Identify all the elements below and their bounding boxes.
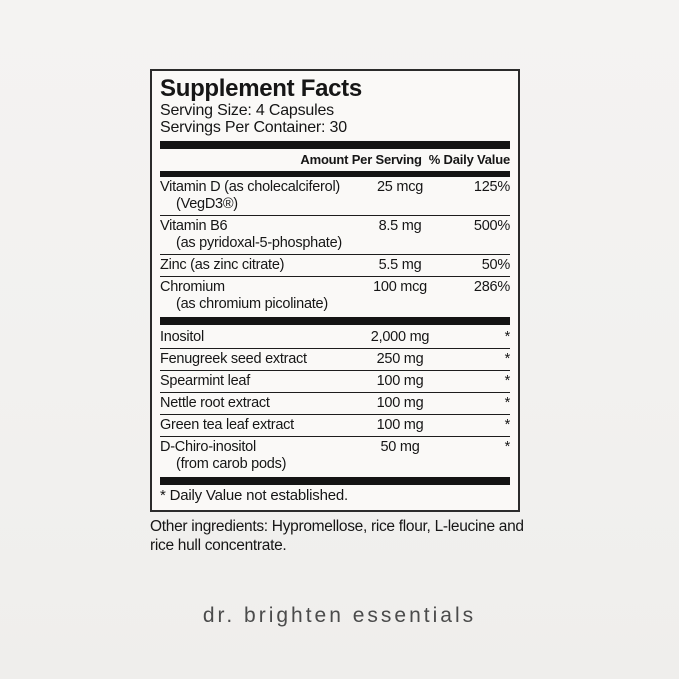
- ingredient-daily-value: *: [504, 439, 510, 455]
- ingredient-name: Chromium: [160, 279, 225, 295]
- ingredient-daily-value: *: [504, 373, 510, 389]
- ingredient-form: (VegD3®): [176, 196, 238, 212]
- ingredient-daily-value: 286%: [473, 279, 510, 295]
- ingredient-name: Spearmint leaf: [160, 373, 250, 389]
- ingredient-daily-value: 50%: [481, 257, 510, 273]
- ingredient-row: [160, 254, 510, 276]
- ingredient-row: [160, 215, 510, 254]
- ingredient-name: Vitamin B6: [160, 218, 228, 234]
- ingredient-name: Fenugreek seed extract: [160, 351, 307, 367]
- divider-thick-middle: [160, 317, 510, 325]
- servings-per-container: Servings Per Container: 30: [160, 119, 347, 136]
- ingredient-daily-value: *: [504, 329, 510, 345]
- daily-value-footnote: * Daily Value not established.: [160, 487, 349, 504]
- ingredient-amount: 100 mcg: [373, 279, 427, 295]
- ingredient-daily-value: *: [504, 417, 510, 433]
- ingredient-name: Vitamin D (as cholecalciferol): [160, 179, 340, 195]
- ingredient-name: Inositol: [160, 329, 204, 345]
- ingredient-daily-value: 125%: [473, 179, 510, 195]
- ingredient-amount: 100 mg: [376, 417, 424, 433]
- daily-value-column-header: % Daily Value: [428, 152, 510, 167]
- brand-logo-text: dr. brighten essentials: [202, 604, 477, 627]
- ingredient-amount: 100 mg: [376, 395, 424, 411]
- ingredient-name: D-Chiro-inositol: [160, 439, 256, 455]
- ingredient-row: [160, 414, 510, 436]
- panel-title: Supplement Facts: [160, 75, 362, 102]
- botanical-rows: [160, 327, 510, 475]
- ingredient-row: [160, 370, 510, 392]
- column-headers: [160, 152, 510, 168]
- other-ingredients-line1: Other ingredients: Hypromellose, rice flour, L-leucine and: [150, 518, 524, 535]
- ingredient-daily-value: *: [504, 351, 510, 367]
- ingredient-row: [160, 392, 510, 414]
- ingredient-name: Nettle root extract: [160, 395, 270, 411]
- ingredient-row: [160, 327, 510, 348]
- ingredient-amount: 100 mg: [376, 373, 424, 389]
- supplement-facts-panel: [150, 69, 520, 512]
- serving-size: Serving Size: 4 Capsules: [160, 102, 334, 119]
- ingredient-row: [160, 276, 510, 315]
- ingredient-amount: 50 mg: [380, 439, 420, 455]
- ingredient-amount: 2,000 mg: [370, 329, 430, 345]
- nutrient-rows: [160, 177, 510, 315]
- amount-column-header: Amount Per Serving: [300, 152, 422, 167]
- ingredient-form: (from carob pods): [176, 456, 287, 472]
- other-ingredients: [150, 517, 534, 555]
- ingredient-form: (as pyridoxal-5-phosphate): [176, 235, 342, 251]
- ingredient-name: Green tea leaf extract: [160, 417, 294, 433]
- divider-thick-top: [160, 141, 510, 149]
- other-ingredients-line2: rice hull concentrate.: [150, 537, 287, 554]
- ingredient-amount: 8.5 mg: [378, 218, 422, 234]
- ingredient-form: (as chromium picolinate): [176, 296, 328, 312]
- ingredient-amount: 5.5 mg: [378, 257, 422, 273]
- ingredient-row: [160, 348, 510, 370]
- ingredient-amount: 25 mcg: [376, 179, 424, 195]
- ingredient-daily-value: *: [504, 395, 510, 411]
- ingredient-row: [160, 436, 510, 475]
- ingredient-name: Zinc (as zinc citrate): [160, 257, 285, 273]
- divider-thick-bottom: [160, 477, 510, 485]
- ingredient-row: [160, 177, 510, 215]
- ingredient-amount: 250 mg: [376, 351, 424, 367]
- ingredient-daily-value: 500%: [473, 218, 510, 234]
